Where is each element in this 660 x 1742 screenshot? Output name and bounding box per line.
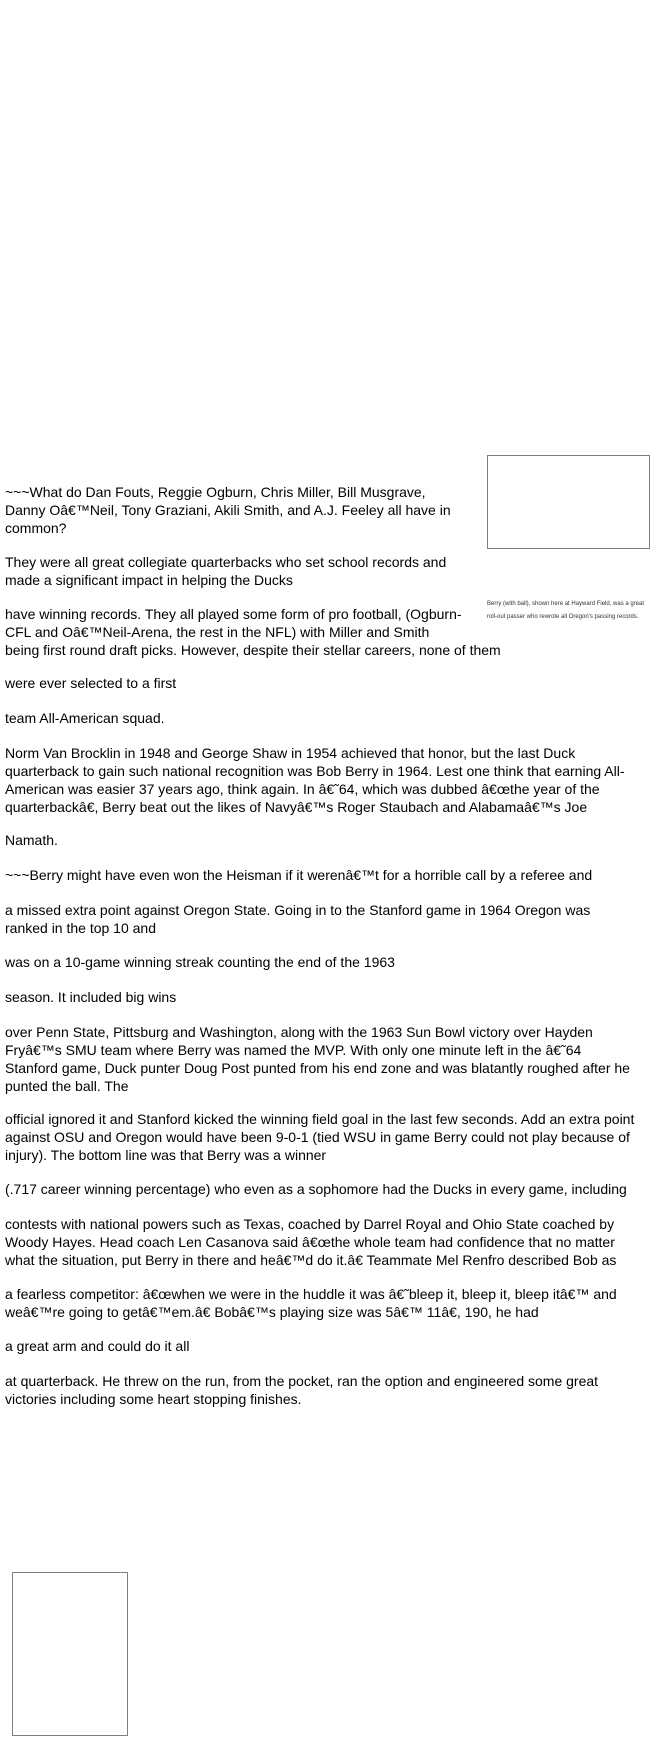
paragraph: contests with national powers such as Texas, coached by Darrel Royal and Ohio State coached by Woody Hayes. Head coach Len Casanova said â€œthe whole team had confidence that no matter what the situation, put Berry in there and heâ€™d do it.â€ Teammate Mel Renfro described Bob as — [5, 1216, 617, 1268]
paragraph: a fearless competitor: â€œwhen we were in the huddle it was â€˜bleep it, bleep it, bleep itâ€™ and weâ€™re going to getâ€™em.â€ Bobâ€™s playing size was 5â€™ 11â€, 190, he had — [5, 1286, 617, 1320]
paragraph: at quarterback. He threw on the run, from the pocket, ran the option and engineered some great victories including some heart stopping finishes. — [5, 1373, 599, 1407]
paragraph: over Penn State, Pittsburg and Washington, along with the 1963 Sun Bowl victory over Hayden Fryâ€™s SMU team where Berry was named the MVP. With only one minute left in the â€˜64 Stanford game, Duck punter Doug Post punted from his end zone and was blatantly roughed after he punted the ball. The — [5, 1024, 630, 1094]
paragraph: Norm Van Brocklin in 1948 and George Shaw in 1954 achieved that honor, but the last Duck quarterback to gain such national recognition was Bob Berry in 1964. Lest one think that earning All- American was easier 37 years ago, think again. In â€˜64, which was dubbed â€œthe year of the quarterbackâ€, Berry beat out the likes of Navyâ€™s Roger Staubach and Alabamaâ€™s Joe — [5, 745, 625, 815]
photo-frame-berry — [487, 455, 650, 549]
paragraph: was on a 10-game winning streak counting the end of the 1963 — [5, 954, 395, 970]
paragraph: team All-American squad. — [5, 710, 165, 726]
paragraph: season. It included big wins — [5, 989, 177, 1005]
paragraph: a missed extra point against Oregon State. Going in to the Stanford game in 1964 Oregon was ranked in the top 10 and — [5, 902, 591, 936]
photo-caption: Berry (with ball), shown here at Hayward Field, was a great roll-out passer who rewrote all Oregon's passing records. — [487, 601, 645, 620]
paragraph: ~~~What do Dan Fouts, Reggie Ogburn, Chris Miller, Bill Musgrave, Danny Oâ€™Neil, Tony Graziani, Akili Smith, and A.J. Feeley all have in common? — [5, 484, 451, 536]
paragraph: a great arm and could do it all — [5, 1338, 190, 1354]
paragraph: have winning records. They all played some form of pro football, (Ogburn- CFL and Oâ€™Neil-Arena, the rest in the NFL) with Miller and Smith being first round draft picks. However, despite their stellar careers, none of them — [5, 606, 501, 658]
photo-frame-bottom — [12, 1572, 128, 1736]
paragraph: (.717 career winning percentage) who even as a sophomore had the Ducks in every game, including — [5, 1181, 627, 1197]
paragraph: Namath. — [5, 832, 58, 848]
paragraph: ~~~Berry might have even won the Heisman if it werenâ€™t for a horrible call by a referee and — [5, 867, 593, 883]
paragraph: They were all great collegiate quarterbacks who set school records and made a significant impact in helping the Ducks — [5, 554, 447, 588]
paragraph: were ever selected to a first — [5, 675, 177, 691]
paragraph: official ignored it and Stanford kicked the winning field goal in the last few seconds. Add an extra point against OSU and Oregon would have been 9-0-1 (tied WSU in game Berry could not play because of injury). The bottom line was that Berry was a winner — [5, 1111, 635, 1163]
